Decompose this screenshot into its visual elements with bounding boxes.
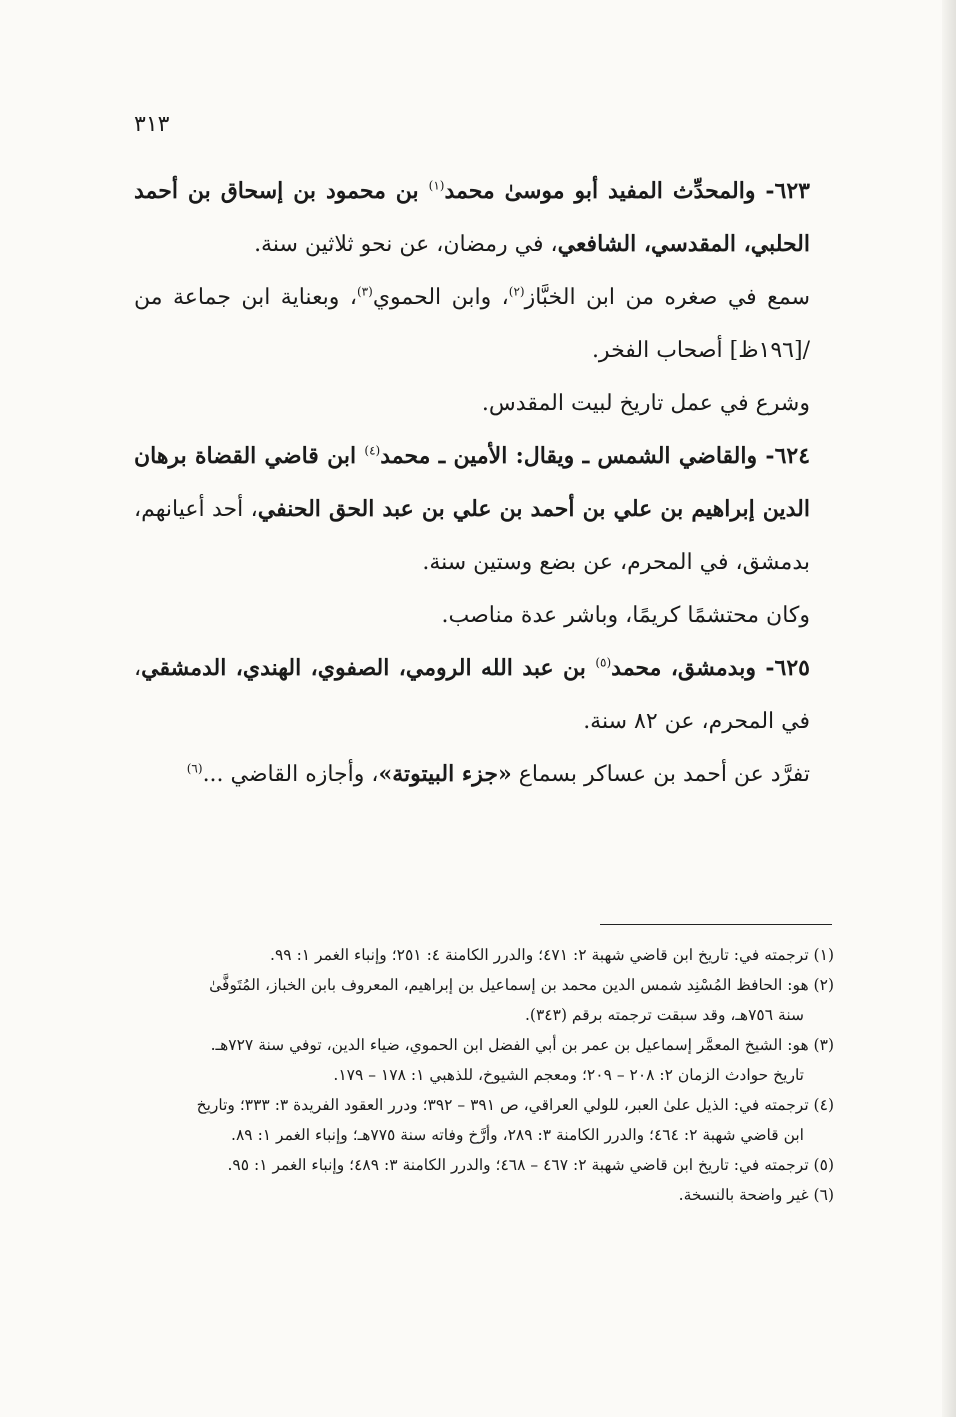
paragraph bbox=[134, 271, 834, 377]
footnote-4: (٤) ترجمته في: الذيل علىٰ العبر، للولي العراقي، ص ٣٩١ – ٣٩٢؛ ودرر العقود الفريدة ٣: ٣٣٣؛ وتاريخ bbox=[196, 1096, 834, 1114]
main-text bbox=[134, 165, 834, 801]
paragraph-text: ، وبعناية ابن جماعة من /[١٩٦ظ] أصحاب الفخر. bbox=[134, 285, 810, 363]
footnote-ref: (١) bbox=[428, 178, 445, 193]
entry-name-cont: بن عبد الله الرومي، الصفوي، الهندي، الدمشقي bbox=[141, 655, 596, 681]
footnote-6: (٦) غير واضحة بالنسخة. bbox=[678, 1186, 834, 1204]
entry-text: ، في المحرم، عن ٨٢ سنة. bbox=[134, 656, 810, 734]
entry-text: ، في رمضان، عن نحو ثلاثين سنة. bbox=[254, 232, 558, 257]
paragraph-text: تفرَّد عن أحمد بن عساكر بسماع bbox=[511, 762, 810, 787]
entry-624 bbox=[134, 430, 834, 589]
footnotes bbox=[134, 940, 834, 1210]
entry-name: والقاضي الشمس ـ ويقال: الأمين ـ محمد bbox=[380, 443, 758, 469]
paragraph: وكان محتشمًا كريمًا، وباشر عدة مناصب. bbox=[441, 603, 810, 628]
paragraph: وشرع في عمل تاريخ لبيت المقدس. bbox=[481, 391, 810, 416]
paragraph-text: سمع في صغره من ابن الخبَّاز bbox=[524, 285, 811, 310]
footnote-ref: (٣) bbox=[356, 284, 373, 299]
entry-number: ٦٢٤- bbox=[757, 443, 811, 469]
footnote-3: (٣) هو: الشيخ المعمَّر إسماعيل بن عمر بن أبي الفضل ابن الحموي، ضياء الدين، توفي سنة ٧٢٧هـ. bbox=[210, 1036, 834, 1054]
book-title: «جزء البيتوتة» bbox=[378, 761, 512, 787]
entry-text: ، أحد أعيانهم، بدمشق، في المحرم، عن بضع وستين سنة. bbox=[134, 497, 810, 575]
entry-625 bbox=[134, 642, 834, 748]
page-number: ٣١٣ bbox=[134, 112, 170, 137]
entry-number: ٦٢٣- bbox=[755, 178, 810, 204]
entry-name-cont: بن محمود بن إسحاق بن أحمد الحلبي، المقدسي، الشافعي bbox=[134, 178, 810, 257]
entry-623 bbox=[134, 165, 834, 271]
footnote-ref: (٢) bbox=[508, 284, 525, 299]
footnote-ref: (٤) bbox=[364, 443, 381, 458]
entry-number: ٦٢٥- bbox=[755, 655, 810, 681]
footnote-4-cont: ابن قاضي شهبة ٢: ٤٦٤؛ والدرر الكامنة ٣: ٢٨٩، وأرَّخ وفاته سنة ٧٧٥هـ؛ وإنباء الغمر ١: ٨٩. bbox=[231, 1126, 804, 1144]
entry-name: والمحدِّث المفيد أبو موسىٰ محمد bbox=[444, 178, 756, 204]
scan-edge bbox=[942, 0, 956, 1417]
paragraph-text: ، وابن الحموي bbox=[372, 285, 509, 310]
footnote-ref: (٦) bbox=[186, 761, 203, 776]
footnote-2-cont: سنة ٧٥٦هـ، وقد سبقت ترجمته برقم (٣٤٣). bbox=[524, 1006, 804, 1024]
footnote-2: (٢) هو: الحافظ المُسْنِد شمس الدين محمد بن إسماعيل بن إبراهيم، المعروف بابن الخباز، المُتَوفَّىٰ bbox=[209, 976, 834, 994]
footnote-divider bbox=[600, 924, 832, 925]
paragraph bbox=[134, 748, 834, 801]
footnote-5: (٥) ترجمته في: تاريخ ابن قاضي شهبة ٢: ٤٦٧ – ٤٦٨؛ والدرر الكامنة ٣: ٤٨٩؛ وإنباء الغمر ١: ٩٥. bbox=[227, 1156, 834, 1174]
footnote-3-cont: تاريخ حوادث الزمان ٢: ٢٠٨ – ٢٠٩؛ ومعجم الشيوخ، للذهبي ١: ١٧٨ – ١٧٩. bbox=[333, 1066, 804, 1084]
paragraph-text: ، وأجازه القاضي ... bbox=[202, 762, 379, 787]
footnote-ref: (٥) bbox=[595, 655, 612, 670]
footnote-1: (١) ترجمته في: تاريخ ابن قاضي شهبة ٢: ٤٧١؛ والدرر الكامنة ٤: ٢٥١؛ وإنباء الغمر ١: ٩٩. bbox=[270, 946, 834, 964]
entry-name-cont: ابن قاضي القضاة برهان الدين إبراهيم بن علي بن أحمد بن علي بن عبد الحق الحنفي bbox=[134, 443, 810, 522]
entry-name: وبدمشق، محمد bbox=[611, 655, 756, 681]
